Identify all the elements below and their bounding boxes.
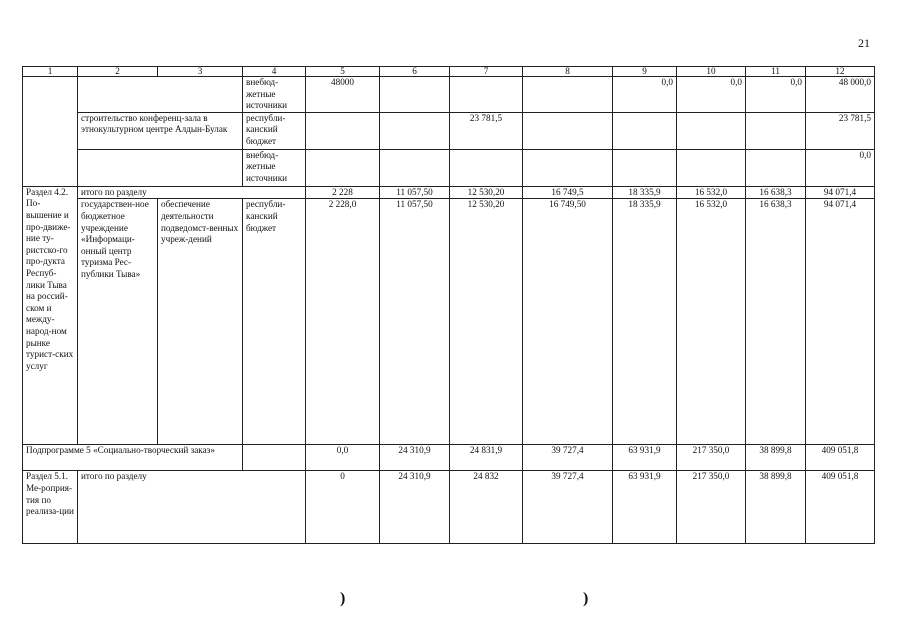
- header-cell: 4: [243, 67, 306, 77]
- header-cell: 1: [23, 67, 78, 77]
- value-cell: 0: [306, 471, 380, 544]
- value-cell: 409 051,8: [806, 471, 875, 544]
- value-cell: 39 727,4: [523, 471, 613, 544]
- value-cell: 2 228,0: [306, 199, 380, 445]
- value-cell: 16 638,3: [746, 199, 806, 445]
- value-cell: 217 350,0: [677, 445, 746, 471]
- value-cell: 94 071,4: [806, 199, 875, 445]
- value-cell: [306, 112, 380, 149]
- value-cell: 18 335,9: [613, 199, 677, 445]
- description-cell: [78, 77, 243, 113]
- value-cell: 0,0: [746, 77, 806, 113]
- header-cell: 6: [380, 67, 450, 77]
- header-cell: 8: [523, 67, 613, 77]
- value-cell: 63 931,9: [613, 445, 677, 471]
- header-row: [23, 67, 875, 77]
- section-cell: Раздел 5.1. Ме-роприя-тия по реализа-ции: [23, 471, 78, 544]
- value-cell: 16 638,3: [746, 186, 806, 199]
- value-cell: 63 931,9: [613, 471, 677, 544]
- funding-source-cell: [243, 445, 306, 471]
- value-cell: 12 530,20: [450, 186, 523, 199]
- table-row: [23, 199, 875, 445]
- value-cell: 38 899,8: [746, 445, 806, 471]
- value-cell: [523, 112, 613, 149]
- value-cell: 11 057,50: [380, 199, 450, 445]
- value-cell: [523, 149, 613, 186]
- footer-mark: ): [340, 590, 346, 607]
- value-cell: [677, 112, 746, 149]
- footer-mark: ): [583, 590, 589, 607]
- value-cell: 23 781,5: [806, 112, 875, 149]
- value-cell: 24 310,9: [380, 445, 450, 471]
- table-row: [23, 112, 875, 149]
- value-cell: [523, 77, 613, 113]
- value-cell: 16 749,5: [523, 186, 613, 199]
- value-cell: 12 530,20: [450, 199, 523, 445]
- value-cell: 38 899,8: [746, 471, 806, 544]
- value-cell: 16 532,0: [677, 199, 746, 445]
- funding-source-cell: республи-канский бюджет: [243, 199, 306, 445]
- value-cell: 217 350,0: [677, 471, 746, 544]
- value-cell: [613, 149, 677, 186]
- value-cell: [746, 112, 806, 149]
- value-cell: 24 832: [450, 471, 523, 544]
- value-cell: [380, 112, 450, 149]
- header-cell: 11: [746, 67, 806, 77]
- table-row: [23, 149, 875, 186]
- value-cell: 18 335,9: [613, 186, 677, 199]
- page-number: 21: [858, 36, 870, 50]
- value-cell: 0,0: [806, 149, 875, 186]
- description-cell: итого по разделу: [78, 186, 306, 199]
- header-cell: 5: [306, 67, 380, 77]
- budget-table: [22, 66, 875, 544]
- value-cell: [450, 77, 523, 113]
- value-cell: [306, 149, 380, 186]
- table-row: [23, 471, 875, 544]
- value-cell: 24 831,9: [450, 445, 523, 471]
- funding-source-cell: внебюд-жетные источники: [243, 77, 306, 113]
- header-cell: 10: [677, 67, 746, 77]
- funding-source-cell: республи-канский бюджет: [243, 112, 306, 149]
- value-cell: 48000: [306, 77, 380, 113]
- executor-cell: государствен-ное бюджетное учреждение «Информаци-онный центр туризма Рес-публики Тыва»: [78, 199, 158, 445]
- section-cell: Раздел 4.2. По-вышение и про-движе-ние ту-ристско-го про-дукта Респуб-лики Тыва на россий-ском и между-народ-ном рынке турист-ских услуг: [23, 186, 78, 445]
- value-cell: [677, 149, 746, 186]
- description-cell: итого по разделу: [78, 471, 306, 544]
- value-cell: 16 749,50: [523, 199, 613, 445]
- table-row: [23, 445, 875, 471]
- value-cell: [746, 149, 806, 186]
- value-cell: [380, 149, 450, 186]
- value-cell: 0,0: [306, 445, 380, 471]
- header-cell: 12: [806, 67, 875, 77]
- value-cell: 48 000,0: [806, 77, 875, 113]
- value-cell: 0,0: [613, 77, 677, 113]
- header-cell: 9: [613, 67, 677, 77]
- activity-cell: обеспечение деятельности подведомст-венных учреж-дений: [158, 199, 243, 445]
- section-cell: [23, 77, 78, 187]
- value-cell: 39 727,4: [523, 445, 613, 471]
- table-row: [23, 186, 875, 199]
- header-cell: 2: [78, 67, 158, 77]
- table-row: [23, 77, 875, 113]
- value-cell: 0,0: [677, 77, 746, 113]
- header-cell: 3: [158, 67, 243, 77]
- value-cell: 23 781,5: [450, 112, 523, 149]
- value-cell: 16 532,0: [677, 186, 746, 199]
- subprogram-label-cell: Подпрограмме 5 «Социально-творческий заказ»: [23, 445, 243, 471]
- value-cell: 2 228: [306, 186, 380, 199]
- value-cell: [450, 149, 523, 186]
- description-cell: строительство конференц-зала в этнокультурном центре Алдын-Булак: [78, 112, 243, 149]
- value-cell: 409 051,8: [806, 445, 875, 471]
- value-cell: [613, 112, 677, 149]
- value-cell: 94 071,4: [806, 186, 875, 199]
- value-cell: [380, 77, 450, 113]
- description-cell: [78, 149, 243, 186]
- funding-source-cell: внебюд-жетные источники: [243, 149, 306, 186]
- value-cell: 24 310,9: [380, 471, 450, 544]
- header-cell: 7: [450, 67, 523, 77]
- value-cell: 11 057,50: [380, 186, 450, 199]
